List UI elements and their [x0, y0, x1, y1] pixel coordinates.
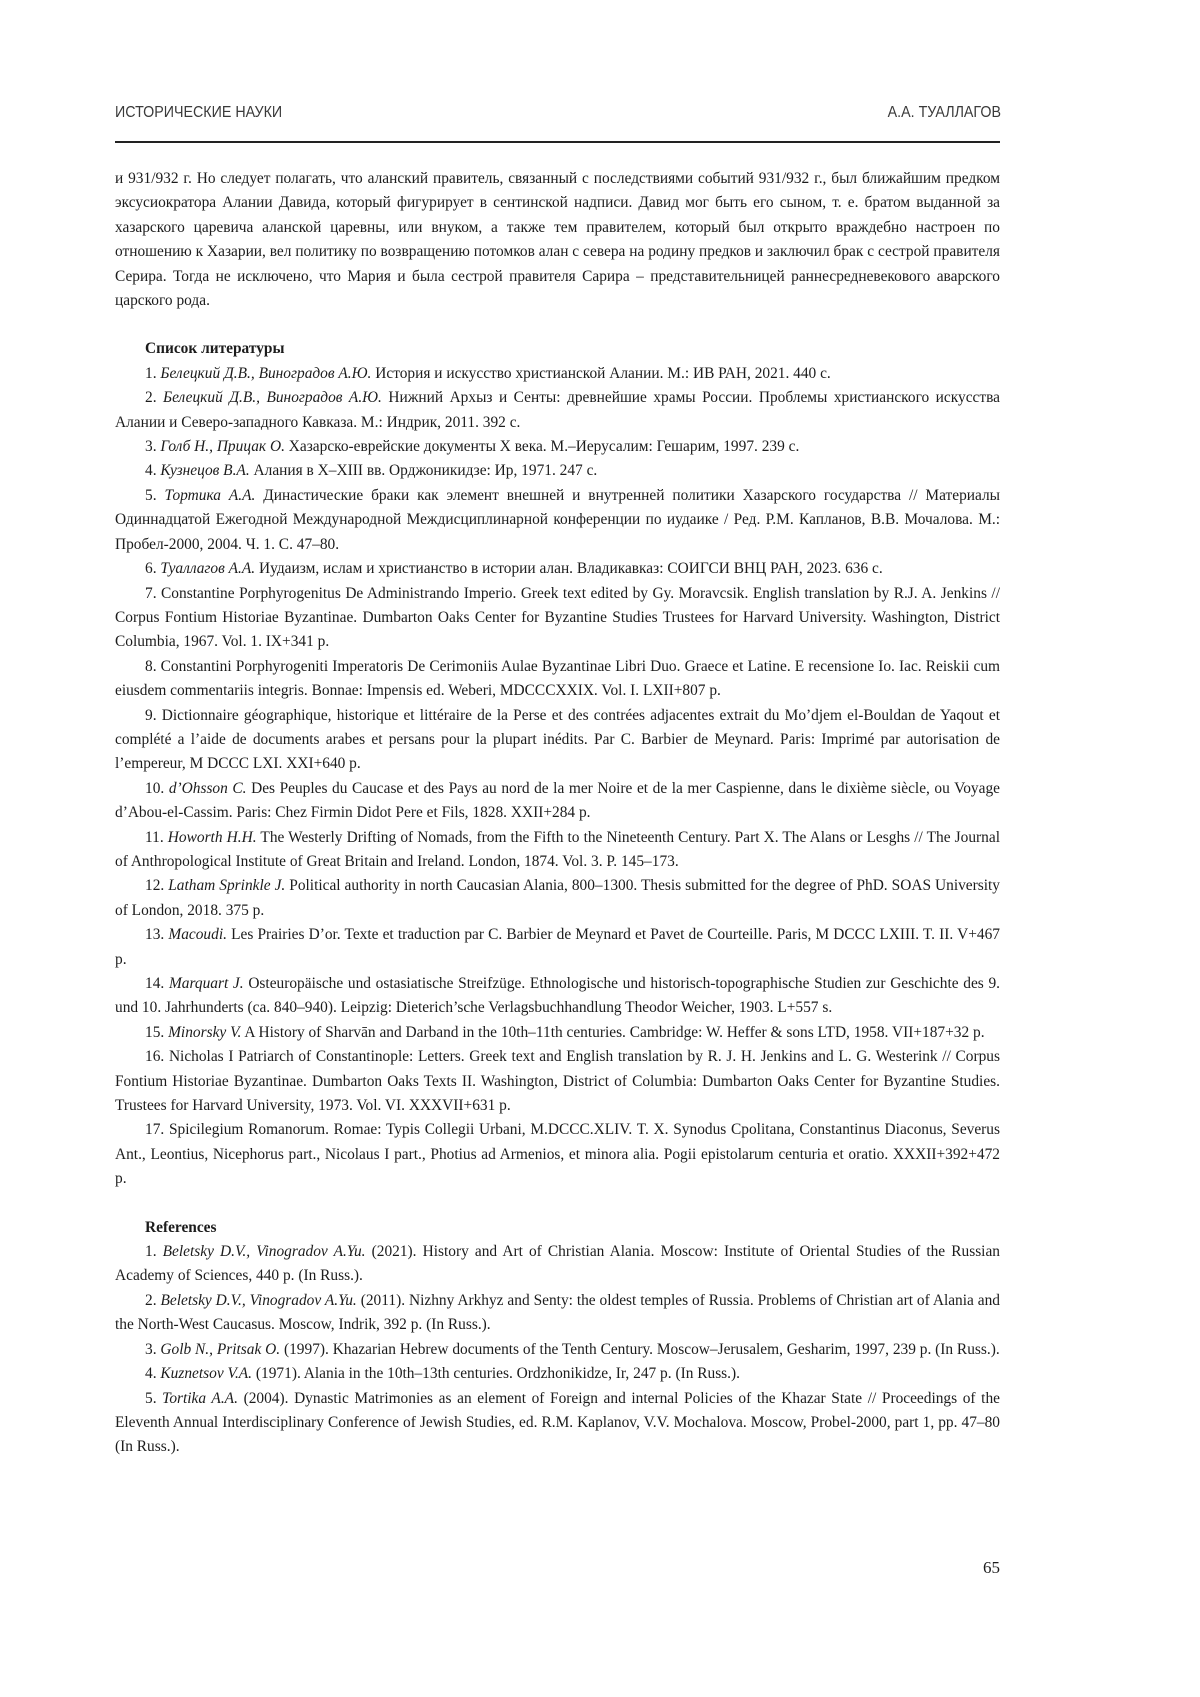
reference-author: Macoudi.: [168, 926, 227, 944]
reference-author: Howorth H.H.: [167, 828, 257, 846]
references-list: [115, 1240, 1000, 1460]
reference-entry: [115, 972, 1000, 1021]
reference-text: Spicilegium Romanorum. Romae: Typis Collegii Urbani, M.DCCC.XLIV. T. X. Synodus Cpolitana, Constantinus Diaconus, Severus Ant., Leontius, Nicephorus part., Nicolaus I part., Photius ad Armenios, et minora alia. Pogii epistolarum centuria et oratio. XXXII+392+472 p.: [115, 1121, 1000, 1188]
reference-author: Tortika A.A.: [162, 1389, 238, 1407]
reference-entry: [115, 459, 1000, 483]
reference-number: 8.: [145, 657, 157, 675]
reference-entry: [115, 777, 1000, 826]
reference-text: Political authority in north Caucasian Alania, 800–1300. Thesis submitted for the degree of PhD. SOAS University of London, 2018. 375 p.: [115, 877, 1000, 919]
reference-text: Constantini Porphyrogeniti Imperatoris De Cerimoniis Aulae Byzantinae Libri Duo. Graece et Latine. E recensione Io. Iac. Reiskii cum eiusdem commentariis integris. Bonnae: Impensis ed. Weberi, MDCCCXXIX. Vol. I. LXII+807 p.: [115, 657, 1000, 700]
reference-entry: [115, 582, 1000, 655]
reference-text: Osteuropäische und ostasiatische Streifzüge. Ethnologische und historisch-topographische Studien zur Geschichte des 9. und 10. Jahrhunderts (ca. 840–940). Leipzig: Dieterich’sche Verlagsbuchhandlung Theodor Weicher, 1903. L+557 s.: [115, 975, 1000, 1017]
reference-number: 9.: [145, 706, 157, 724]
header-rule: [115, 141, 1000, 143]
reference-number: 4.: [145, 1365, 157, 1383]
reference-text: Nicholas I Patriarch of Constantinople: Letters. Greek text and English translation by R. J. H. Jenkins and L. G. Westerink // Corpus Fontium Historiae Byzantinae. Dumbarton Oaks Texts II. Washington, District of Columbia: Dumbarton Oaks Center for Byzantine Studies. Trustees for Harvard University, 1973. Vol. VI. XXXVII+631 p.: [115, 1048, 1000, 1115]
reference-author: Туаллагов А.А.: [160, 560, 256, 578]
reference-number: 1.: [145, 364, 157, 382]
reference-number: 5.: [145, 1389, 157, 1407]
reference-number: 15.: [145, 1023, 165, 1041]
reference-entry: [115, 1289, 1000, 1338]
reference-text: Алания в X–XIII вв. Орджоникидзе: Ир, 1971. 247 с.: [253, 462, 598, 480]
reference-entry: [115, 1362, 1000, 1386]
reference-number: 3.: [145, 438, 157, 456]
reference-entry: [115, 484, 1000, 557]
running-head: [115, 104, 1001, 122]
reference-author: Beletsky D.V., Vinogradov A.Yu.: [160, 1291, 357, 1309]
reference-number: 16.: [145, 1048, 165, 1066]
reference-entry: [115, 557, 1000, 581]
reference-text: (1997). Khazarian Hebrew documents of the Tenth Century. Moscow–Jerusalem, Gesharim, 1997, 239 p. (In Russ.).: [283, 1340, 1000, 1358]
reference-entry: [115, 435, 1000, 459]
reference-author: Golb N., Pritsak O.: [160, 1340, 281, 1358]
reference-number: 14.: [145, 975, 165, 992]
reference-number: 11.: [145, 828, 164, 846]
reference-number: 17.: [145, 1121, 165, 1139]
reference-text: Des Peuples du Caucase et des Pays au nord de la mer Noire et de la mer Caspienne, dans le dixième siècle, ou Voyage d’Abou-el-Cassim. Paris: Chez Firmin Didot Pere et Fils, 1828. XXII+284 p.: [115, 779, 1000, 822]
reference-author: Minorsky V.: [168, 1023, 242, 1041]
reference-number: 6.: [145, 560, 157, 578]
reference-entry: [115, 874, 1000, 923]
reference-text: (2004). Dynastic Matrimonies as an element of Foreign and internal Policies of the Khazar State // Proceedings of the Eleventh Annual Interdisciplinary Conference of Jewish Studies, ed. R.M. Kaplanov, V.V. Mochalova. Moscow, Probel-2000, part 1, pp. 47–80 (In Russ.).: [115, 1389, 1000, 1456]
reference-entry: [115, 655, 1000, 704]
body-paragraph: и 931/932 г. Но следует полагать, что аланский правитель, связанный с последствиями событий 931/932 г., был ближайшим предком эксусиократора Алании Давида, который фигурирует в сентинской надписи. Давид мог быть его сыном, т. е. братом выданной за хазарского царевича аланской царевны, или внуком, а также тем правителем, который был открыто враждебно настроен по отношению к Хазарии, вел политику по возвращению потомков алан с севера на родину предков и заключил брак с сестрой правителя Серира. Тогда не исключено, что Мария и была сестрой правителя Сарира – представительницей раннесредневекового аварского царского рода.: [115, 170, 1000, 310]
reference-text: Хазарско-еврейские документы X века. М.–Иерусалим: Гешарим, 1997. 239 с.: [288, 438, 800, 456]
reference-text: The Westerly Drifting of Nomads, from the Fifth to the Nineteenth Century. Part X. The Alans or Lesghs // The Journal of Anthropological Institute of Great Britain and Ireland. London, 1874. Vol. 3. P. 145–173.: [115, 828, 1000, 870]
reference-author: Latham Sprinkle J.: [168, 877, 286, 895]
reference-number: 10.: [145, 779, 165, 797]
reference-entry: [115, 704, 1000, 777]
reference-text: (2011). Nizhny Arkhyz and Senty: the oldest temples of Russia. Problems of Christian art of Alania and the North-West Caucasus. Moscow, Indrik, 392 p. (In Russ.).: [115, 1291, 1000, 1334]
reference-author: Кузнецов В.А.: [160, 462, 250, 480]
reference-number: 13.: [145, 926, 165, 944]
reference-text: Dictionnaire géographique, historique et littéraire de la Perse et des contrées adjacentes extrait du Mo’djem el-Bouldan de Yaqout et complété a l’aide de documents arabes et persans pour la plupart inédits. Par C. Barbier de Meynard. Paris: Imprimé par autorisation de l’empereur, M DCCC LXI. XXI+640 p.: [115, 706, 1000, 773]
page-content: [115, 167, 1000, 1460]
references-title: References: [145, 1218, 217, 1236]
literature-list: [115, 362, 1000, 1192]
reference-entry: [115, 1021, 1000, 1045]
reference-number: 2.: [145, 389, 157, 407]
reference-number: 3.: [145, 1340, 157, 1358]
reference-number: 12.: [145, 877, 165, 895]
reference-entry: [115, 1118, 1000, 1191]
reference-author: Тортика А.А.: [164, 486, 256, 504]
reference-number: 1.: [145, 1243, 157, 1261]
reference-text: Les Prairies D’or. Texte et traduction par C. Barbier de Meynard et Pavet de Courteille. Paris, M DCCC LXIII. T. II. V+467 p.: [115, 926, 1000, 968]
reference-text: История и искусство христианской Алании. М.: ИВ РАН, 2021. 440 с.: [375, 364, 831, 382]
reference-author: Beletsky D.V., Vinogradov A.Yu.: [162, 1243, 366, 1261]
reference-entry: [115, 1240, 1000, 1289]
reference-text: Династические браки как элемент внешней и внутренней политики Хазарского государства // Материалы Одиннадцатой Ежегодной Международной Междисциплинарной конференции по иудаике / Ред. Р.М. Капланов, В.В. Мочалова. М.: Пробел-2000, 2004. Ч. 1. С. 47–80.: [115, 486, 1001, 553]
reference-entry: [115, 386, 1000, 435]
reference-author: Белецкий Д.В., Виноградов А.Ю.: [163, 389, 382, 407]
reference-author: Kuznetsov V.A.: [160, 1365, 253, 1383]
reference-number: 5.: [145, 486, 157, 504]
reference-number: 7.: [145, 584, 157, 602]
reference-number: 2.: [145, 1291, 157, 1309]
reference-entry: [115, 923, 1000, 972]
reference-text: Нижний Архыз и Сенты: древнейшие храмы России. Проблемы христианского искусства Алании и Северо-западного Кавказа. М.: Индрик, 2011. 392 с.: [115, 389, 1000, 431]
reference-entry: [115, 1045, 1000, 1118]
reference-author: Белецкий Д.В., Виноградов А.Ю.: [160, 364, 372, 382]
reference-text: (1971). Alania in the 10th–13th centuries. Ordzhonikidze, Ir, 247 p. (In Russ.).: [255, 1365, 740, 1383]
page-number: 65: [983, 1558, 1000, 1577]
reference-author: Голб Н., Прицак О.: [160, 438, 285, 456]
reference-entry: [115, 362, 1000, 386]
running-head-section: ИСТОРИЧЕСКИЕ НАУКИ: [115, 104, 283, 121]
reference-number: 4.: [145, 462, 157, 480]
literature-title: Список литературы: [145, 340, 285, 358]
reference-entry: [115, 1387, 1000, 1460]
running-head-author: А.А. ТУАЛЛАГОВ: [887, 104, 1001, 121]
reference-text: Constantine Porphyrogenitus De Administrando Imperio. Greek text edited by Gy. Moravcsik. English translation by R.J. A. Jenkins // Corpus Fontium Historiae Byzantinae. Dumbarton Oaks Center for Byzantine Studies Trustees for Harvard University. Washington, District Columbia, 1967. Vol. 1. IX+341 p.: [115, 584, 1000, 651]
reference-text: (2021). History and Art of Christian Alania. Moscow: Institute of Oriental Studies of the Russian Academy of Sciences, 440 p. (In Russ.).: [115, 1243, 1000, 1285]
reference-text: Иудаизм, ислам и христианство в истории алан. Владикавказ: СОИГСИ ВНЦ РАН, 2023. 636 с.: [259, 560, 883, 578]
reference-author: d’Ohsson C.: [168, 779, 247, 797]
reference-text: A History of Sharvān and Darband in the 10th–11th centuries. Cambridge: W. Heffer & sons LTD, 1958. VII+187+32 p.: [244, 1023, 985, 1041]
reference-entry: [115, 1338, 1000, 1362]
reference-entry: [115, 826, 1000, 875]
reference-author: Marquart J.: [168, 975, 244, 992]
